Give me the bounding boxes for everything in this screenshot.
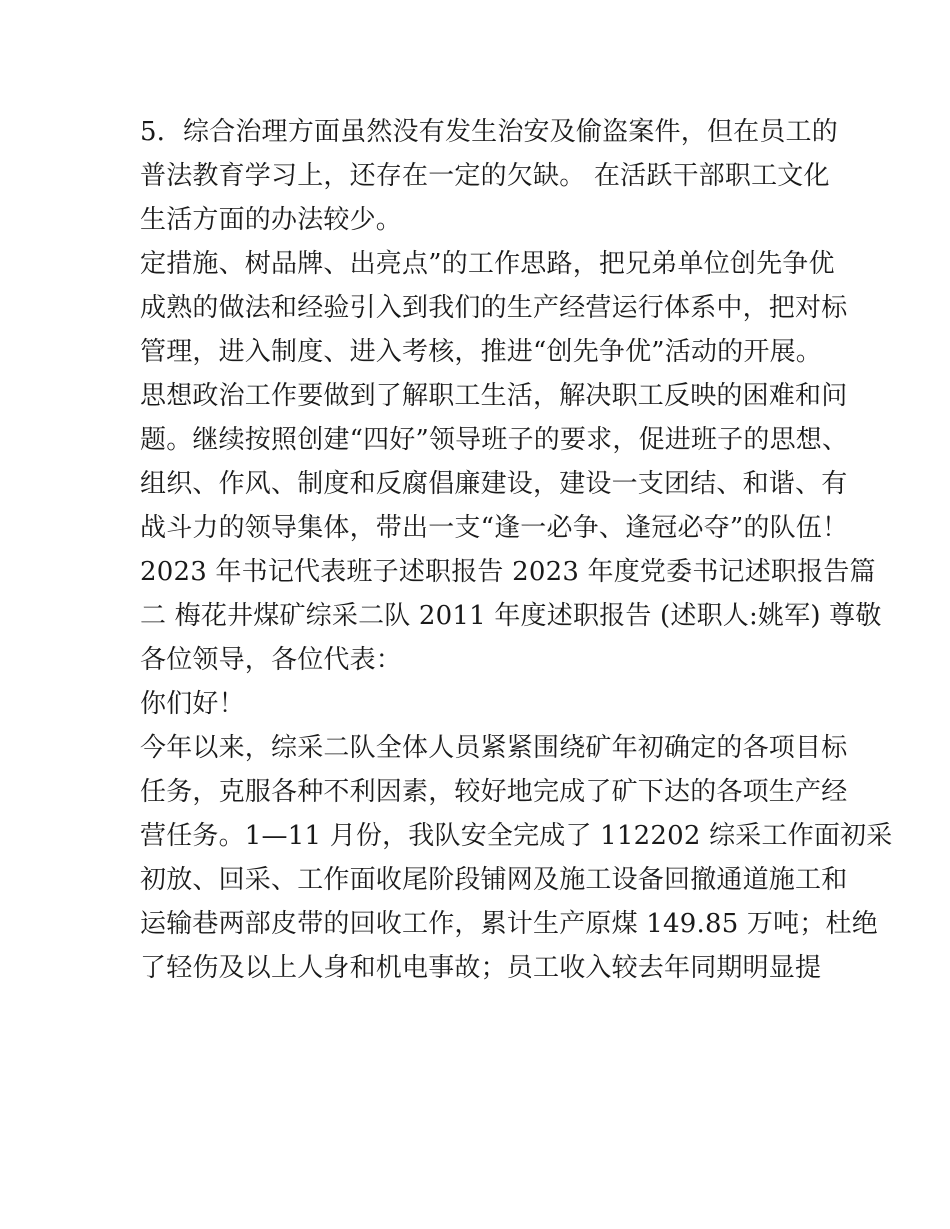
text-line: 了轻伤及以上人身和机电事故；员工收入较去年同期明显提 <box>140 953 822 983</box>
text-line: 思想政治工作要做到了解职工生活，解决职工反映的困难和问 <box>140 381 848 411</box>
document-body <box>140 110 893 990</box>
text-line: 5．综合治理方面虽然没有发生治安及偷盗案件，但在员工的 <box>140 117 838 147</box>
text-line: 战斗力的领导集体，带出一支“逢一必争、逢冠必夺”的队伍！ <box>140 513 849 543</box>
text-line: 生活方面的办法较少。 <box>140 205 403 235</box>
text-line: 你们好！ <box>140 689 245 719</box>
text-line: 管理，进入制度、进入考核，推进“创先争优”活动的开展。 <box>140 337 822 367</box>
text-line: 二 梅花井煤矿综采二队 2011 年度述职报告 (述职人:姚军) 尊敬 <box>140 601 882 631</box>
text-line: 2023 年书记代表班子述职报告 2023 年度党委书记述职报告篇 <box>140 557 876 587</box>
text-line: 运输巷两部皮带的回收工作，累计生产原煤 149.85 万吨；杜绝 <box>140 909 878 939</box>
text-line: 各位领导，各位代表： <box>140 645 403 675</box>
text-line: 组织、作风、制度和反腐倡廉建设，建设一支团结、和谐、有 <box>140 469 848 499</box>
text-line: 题。继续按照创建“四好”领导班子的要求，促进班子的思想、 <box>140 425 849 455</box>
text-line: 营任务。1—11 月份，我队安全完成了 112202 综采工作面初采 <box>140 821 893 851</box>
text-line: 定措施、树品牌、出亮点”的工作思路，把兄弟单位创先争优 <box>140 249 835 279</box>
text-line: 普法教育学习上，还存在一定的欠缺。 在活跃干部职工文化 <box>140 161 830 191</box>
text-line: 初放、回采、工作面收尾阶段铺网及施工设备回撤通道施工和 <box>140 865 848 895</box>
text-line: 任务，克服各种不利因素，较好地完成了矿下达的各项生产经 <box>140 777 848 807</box>
text-line: 成熟的做法和经验引入到我们的生产经营运行体系中，把对标 <box>140 293 848 323</box>
text-line: 今年以来，综采二队全体人员紧紧围绕矿年初确定的各项目标 <box>140 733 848 763</box>
